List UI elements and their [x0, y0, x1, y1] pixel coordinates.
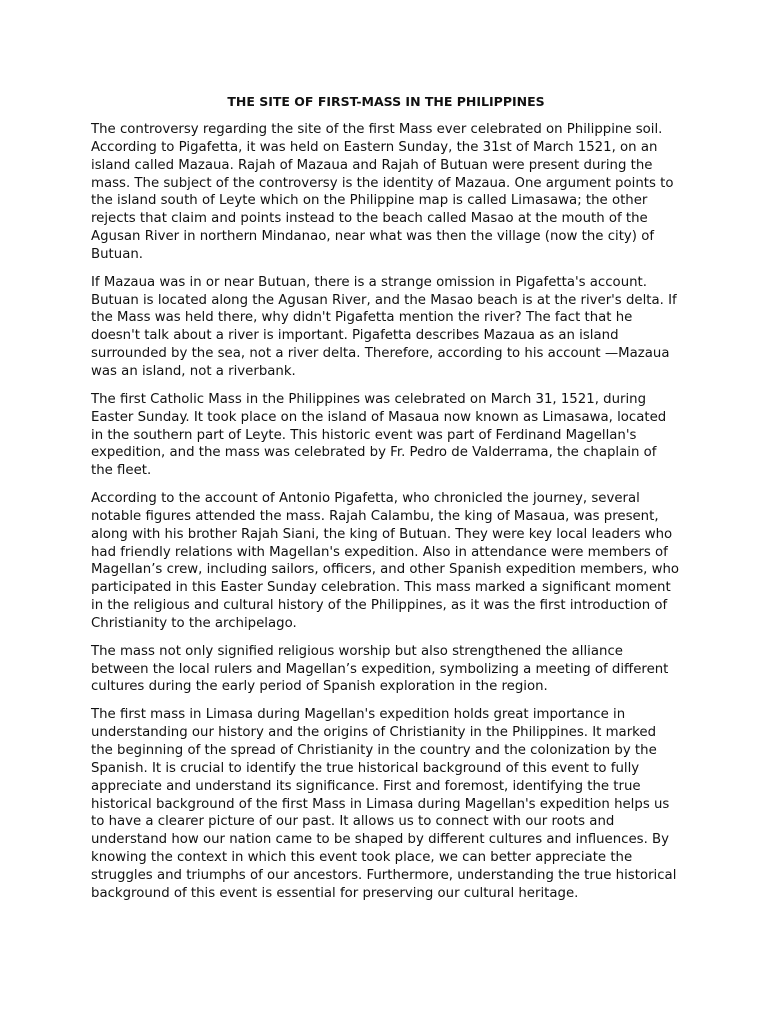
paragraph-alliance: The mass not only signified religious worship but also strengthened the alliance between the local rulers and Magellan’s expedition, symbolizing a meeting of different cultures during the early period of Spanish exploration in the region.: [91, 643, 669, 695]
paragraph-first-catholic-mass: The first Catholic Mass in the Philippines was celebrated on March 31, 1521, during Easter Sunday. It took place on the island of Masaua now known as Limasawa, located in the southern part of Leyte. This historic event was part of Ferdinand Magellan's expedition, and the mass was celebrated by Fr. Pedro de Valderrama, the chaplain of the fleet.: [91, 391, 667, 479]
document-title: THE SITE OF FIRST-MASS IN THE PHILIPPINES: [227, 94, 545, 109]
document-page: [91, 94, 681, 913]
paragraph-intro-controversy: The controversy regarding the site of the first Mass ever celebrated on Philippine soil. According to Pigafetta, it was held on Eastern Sunday, the 31st of March 1521, on an island called Mazaua. Rajah of Mazaua and Rajah of Butuan were present during the mass. The subject of the controversy is the identity of Mazaua. One argument points to the island south of Leyte which on the Philippine map is called Limasawa; the other rejects that claim and points instead to the beach called Masao at the mouth of the Agusan River in northern Mindanao, near what was then the village (now the city) of Butuan.: [91, 122, 674, 262]
paragraph-butuan-omission: If Mazaua was in or near Butuan, there is a strange omission in Pigafetta's account. Butuan is located along the Agusan River, and the Masao beach is at the river's delta. If the Mass was held there, why didn't Pigafetta mention the river? The fact that he doesn't talk about a river is important. Pigafetta describes Mazaua as an island surrounded by the sea, not a river delta. Therefore, according to his account —Mazaua was an island, not a riverbank.: [91, 274, 677, 379]
paragraph-importance: The first mass in Limasa during Magellan's expedition holds great importance in understanding our history and the origins of Christianity in the Philippines. It marked the beginning of the spread of Christianity in the country and the colonization by the Spanish. It is crucial to identify the true historical background of this event to fully appreciate and understand its significance. First and foremost, identifying the true historical background of the first Mass in Limasa during Magellan's expedition helps us to have a clearer picture of our past. It allows us to connect with our roots and understand how our nation came to be shaped by different cultures and influences. By knowing the context in which this event took place, we can better appreciate the struggles and triumphs of our ancestors. Furthermore, understanding the true historical background of this event is essential for preserving our cultural heritage.: [91, 707, 677, 901]
paragraph-pigafetta-account: According to the account of Antonio Pigafetta, who chronicled the journey, several notable figures attended the mass. Rajah Calambu, the king of Masaua, was present, along with his brother Rajah Siani, the king of Butuan. They were key local leaders who had friendly relations with Magellan's expedition. Also in attendance were members of Magellan’s crew, including sailors, officers, and other Spanish expedition members, who participated in this Easter Sunday celebration. This mass marked a significant moment in the religious and cultural history of the Philippines, as it was the first introduction of Christianity to the archipelago.: [91, 491, 680, 631]
